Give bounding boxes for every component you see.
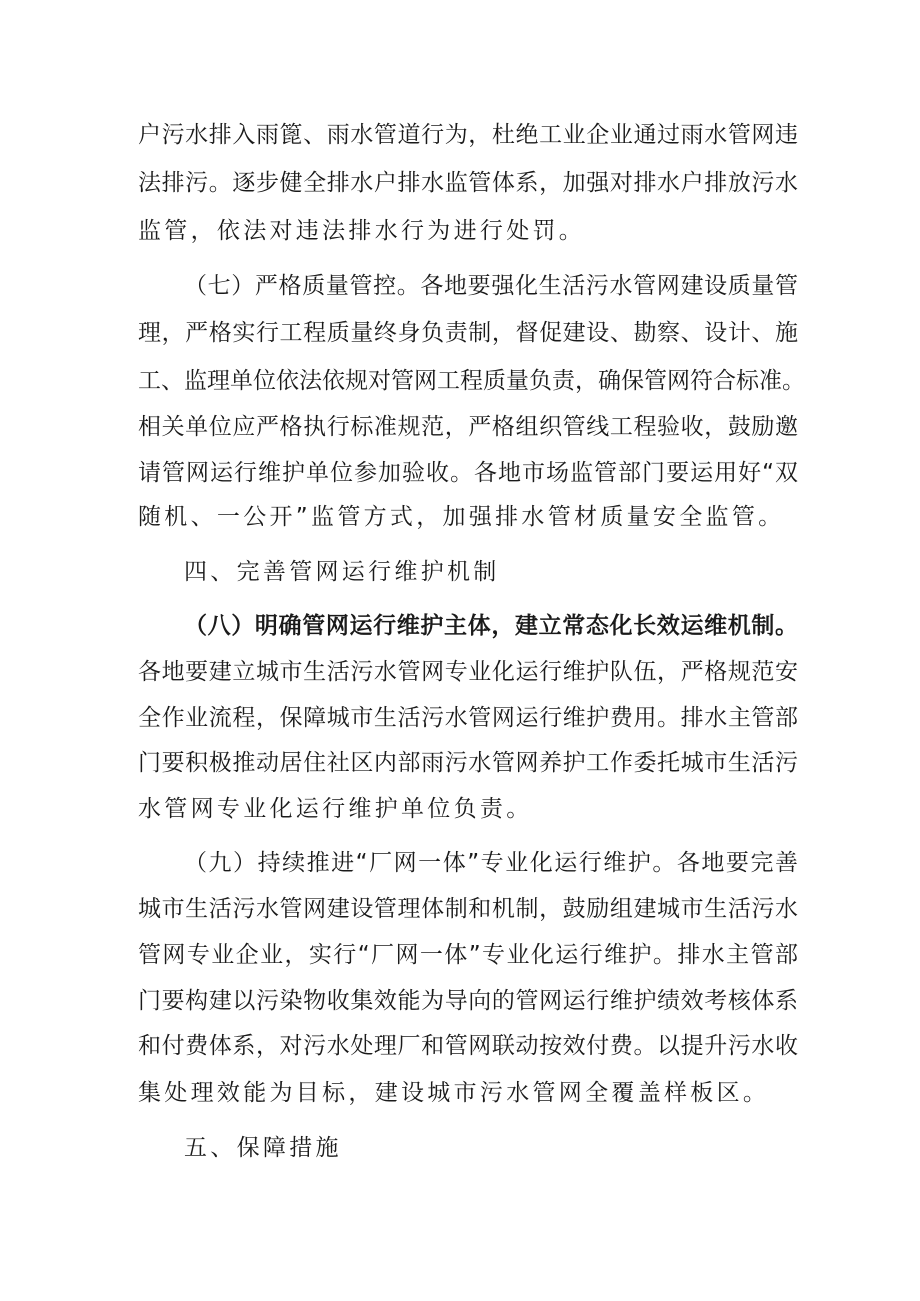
paragraph-line: 门要构建以污染物收集效能为导向的管网运行维护绩效考核体系 [138, 988, 798, 1014]
paragraph-line: 请管网运行维护单位参加验收。各地市场监管部门要运用好“双 [138, 460, 798, 486]
paragraph-line: （七）严格质量管控。各地要强化生活污水管网建设质量管 [184, 273, 798, 299]
paragraph-line: 法排污。逐步健全排水户排水监管体系，加强对排水户排放污水 [138, 170, 798, 196]
paragraph-line: 集处理效能为目标，建设城市污水管网全覆盖样板区。 [138, 1080, 770, 1106]
paragraph-line: 理，严格实行工程质量终身负责制，督促建设、勘察、设计、施 [138, 320, 798, 346]
paragraph-line: 城市生活污水管网建设管理体制和机制，鼓励组建城市生活污水 [138, 896, 798, 922]
paragraph-line: 监管，依法对违法排水行为进行处罚。 [138, 218, 586, 244]
paragraph-line: 水管网专业化运行维护单位负责。 [138, 796, 533, 822]
paragraph-line: 相关单位应严格执行标准规范，严格组织管线工程验收，鼓励邀 [138, 414, 798, 440]
paragraph-line: 各地要建立城市生活污水管网专业化运行维护队伍，严格规范安 [138, 659, 798, 685]
paragraph-line: 管网专业企业，实行“厂网一体”专业化运行维护。排水主管部 [138, 942, 798, 968]
paragraph-line: 全作业流程，保障城市生活污水管网运行维护费用。排水主管部 [138, 705, 798, 731]
paragraph-line: 随机、一公开”监管方式，加强排水管材质量安全监管。 [138, 504, 785, 530]
paragraph-line: 工、监理单位依法依规对管网工程质量负责，确保管网符合标准。 [138, 368, 805, 394]
section-heading: 四、完善管网运行维护机制 [184, 559, 500, 585]
paragraph-line: 户污水排入雨篦、雨水管道行为，杜绝工业企业通过雨水管网违 [138, 122, 798, 148]
paragraph-line: 门要积极推动居住社区内部雨污水管网养护工作委托城市生活污 [138, 750, 798, 776]
paragraph-line: 和付费体系，对污水处理厂和管网联动按效付费。以提升污水收 [138, 1033, 798, 1059]
section-heading: 五、保障措施 [184, 1135, 342, 1161]
paragraph-line: （八）明确管网运行维护主体，建立常态化长效运维机制。 [184, 613, 798, 639]
paragraph-line: （九）持续推进“厂网一体”专业化运行维护。各地要完善 [184, 850, 798, 876]
